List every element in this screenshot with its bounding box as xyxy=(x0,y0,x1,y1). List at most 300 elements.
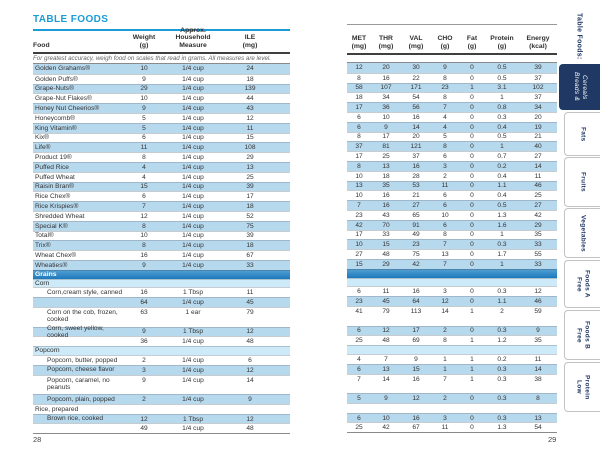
val-cell: 121 xyxy=(410,143,422,151)
met-cell: 27 xyxy=(355,251,363,259)
met-cell: 7 xyxy=(357,202,361,210)
thr-cell: 10 xyxy=(382,414,390,422)
protein-cell: 1.3 xyxy=(497,211,507,219)
val-cell: 65 xyxy=(412,211,420,219)
tab-breads-and-cereals[interactable]: Breads & Cereals xyxy=(559,64,600,110)
table-row xyxy=(33,191,290,201)
ile-cell: 39 xyxy=(246,183,254,191)
tab-low-protein[interactable]: Low Protein xyxy=(564,362,600,412)
val-cell: 17 xyxy=(412,327,420,335)
cho-cell: 11 xyxy=(441,182,449,190)
table-row xyxy=(347,220,557,230)
column-header xyxy=(125,34,163,50)
val-cell: 53 xyxy=(412,182,420,190)
column-header-unit: (g) xyxy=(440,43,450,51)
val-cell: 21 xyxy=(412,192,420,200)
table-row xyxy=(347,413,557,423)
thr-cell: 15 xyxy=(382,241,390,249)
protein-cell: 0.3 xyxy=(497,288,507,296)
tab-free-foods-b[interactable]: Free Foods B xyxy=(564,310,600,360)
right-page xyxy=(347,24,557,433)
met-cell: 23 xyxy=(355,298,363,306)
weight-cell: 8 xyxy=(142,222,146,230)
table-row xyxy=(347,239,557,249)
column-header-line: Approx. Household xyxy=(175,26,211,42)
protein-cell: 0.8 xyxy=(497,104,507,112)
food-cell: Golden Grahams® xyxy=(35,65,91,73)
weight-cell: 11 xyxy=(140,144,148,152)
food-cell: Grape-Nut Flakes® xyxy=(35,95,92,103)
energy-cell: 46 xyxy=(534,298,542,306)
energy-cell: 38 xyxy=(534,375,542,383)
protein-cell: 1.1 xyxy=(497,298,507,306)
ile-cell: 6 xyxy=(248,356,252,364)
fat-cell: 0 xyxy=(470,221,474,229)
ile-cell: 44 xyxy=(246,95,254,103)
column-header-line: Weight xyxy=(132,34,156,42)
met-cell: 17 xyxy=(355,104,363,112)
column-header-unit: (kcal) xyxy=(529,43,547,51)
ile-cell: 52 xyxy=(246,212,254,220)
ile-cell: 29 xyxy=(246,154,254,162)
met-cell: 17 xyxy=(355,153,363,161)
energy-cell: 55 xyxy=(534,251,542,259)
table-row xyxy=(347,210,557,220)
fat-cell: 0 xyxy=(470,94,474,102)
cho-cell: 7 xyxy=(443,241,447,249)
ile-cell: 18 xyxy=(246,203,254,211)
column-header-line: Food xyxy=(33,42,50,50)
cho-cell: 11 xyxy=(441,424,449,432)
cho-cell: 8 xyxy=(443,74,447,82)
weight-cell: 5 xyxy=(142,124,146,132)
table-row xyxy=(33,103,290,113)
food-cell: Corn,cream style, canned xyxy=(47,289,123,297)
table-row xyxy=(347,422,557,432)
fat-cell: 0 xyxy=(470,241,474,249)
subsection-row xyxy=(33,346,290,355)
measure-cell: 1/4 cup xyxy=(182,85,204,93)
energy-cell: 11 xyxy=(534,172,542,180)
fat-cell: 0 xyxy=(470,251,474,259)
measure-cell: 1/4 cup xyxy=(182,356,204,364)
fat-cell: 0 xyxy=(470,394,474,402)
met-cell: 6 xyxy=(357,113,361,121)
val-cell: 69 xyxy=(412,337,420,345)
table-row xyxy=(347,374,557,394)
fat-cell: 0 xyxy=(470,182,474,190)
section-row xyxy=(347,269,557,278)
energy-cell: 13 xyxy=(534,414,542,422)
cho-cell: 3 xyxy=(443,162,447,170)
cho-cell: 2 xyxy=(443,172,447,180)
protein-cell: 0.3 xyxy=(497,113,507,121)
energy-cell: 9 xyxy=(536,327,540,335)
column-header xyxy=(431,35,459,51)
table-row xyxy=(347,259,557,269)
energy-cell: 37 xyxy=(534,94,542,102)
ile-cell: 12 xyxy=(246,114,254,122)
cho-cell: 9 xyxy=(443,64,447,72)
table-row xyxy=(347,171,557,181)
cho-cell: 4 xyxy=(443,123,447,131)
thr-cell: 17 xyxy=(382,133,390,141)
table-row xyxy=(347,151,557,161)
fat-cell: 1 xyxy=(470,337,474,345)
measure-cell: 1/4 cup xyxy=(182,124,204,132)
tab-fruits[interactable]: Fruits xyxy=(564,157,600,207)
table-row xyxy=(33,375,290,395)
column-header-unit: (g) xyxy=(467,43,477,51)
cho-cell: 4 xyxy=(443,113,447,121)
cho-cell: 23 xyxy=(441,84,449,92)
fat-cell: 0 xyxy=(470,113,474,121)
measure-cell: 1 Tbsp xyxy=(182,415,204,423)
table-row xyxy=(33,231,290,241)
protein-cell: 1.7 xyxy=(497,251,507,259)
val-cell: 16 xyxy=(412,414,420,422)
column-header-line: VAL xyxy=(409,35,423,43)
fat-cell: 0 xyxy=(470,64,474,72)
ile-cell: 48 xyxy=(246,338,254,346)
table-row xyxy=(347,181,557,191)
thr-cell: 33 xyxy=(382,231,390,239)
thr-cell: 79 xyxy=(382,307,390,315)
thr-cell: 9 xyxy=(384,394,388,402)
protein-cell: 1 xyxy=(500,231,504,239)
table-row xyxy=(347,306,557,326)
met-cell: 6 xyxy=(357,123,361,131)
cho-cell: 10 xyxy=(441,211,449,219)
fat-cell: 0 xyxy=(470,192,474,200)
thr-cell: 13 xyxy=(382,365,390,373)
thr-cell: 25 xyxy=(382,153,390,161)
fat-cell: 1 xyxy=(470,84,474,92)
met-cell: 8 xyxy=(357,133,361,141)
measure-cell: 1/4 cup xyxy=(182,183,204,191)
thr-cell: 16 xyxy=(382,192,390,200)
weight-cell: 9 xyxy=(142,261,146,269)
thr-cell: 18 xyxy=(382,172,390,180)
thr-cell: 45 xyxy=(382,298,390,306)
val-cell: 23 xyxy=(412,241,420,249)
table-row xyxy=(33,64,290,74)
protein-cell: 0.7 xyxy=(497,153,507,161)
subsection-row xyxy=(33,279,290,288)
fat-cell: 0 xyxy=(470,74,474,82)
plain-row xyxy=(33,404,290,414)
fat-cell: 0 xyxy=(470,153,474,161)
table-note: For greatest accuracy, weigh food on scales that read in grams. All measures are level. xyxy=(33,55,271,62)
val-cell: 37 xyxy=(412,153,420,161)
met-cell: 41 xyxy=(355,307,363,315)
val-cell: 28 xyxy=(412,172,420,180)
tab-vegetables[interactable]: Vegetables xyxy=(564,208,600,258)
energy-cell: 21 xyxy=(534,133,542,141)
energy-cell: 102 xyxy=(532,84,544,92)
table-row xyxy=(347,326,557,336)
weight-cell: 9 xyxy=(142,328,146,336)
ile-cell: 79 xyxy=(246,308,254,316)
thr-cell: 107 xyxy=(380,84,392,92)
weight-cell: 64 xyxy=(140,299,148,307)
energy-cell: 40 xyxy=(534,143,542,151)
thr-cell: 10 xyxy=(382,113,390,121)
val-cell: 113 xyxy=(410,307,422,315)
cho-cell: 5 xyxy=(443,133,447,141)
measure-cell: 1/4 cup xyxy=(182,95,204,103)
table-row xyxy=(33,355,290,365)
thr-cell: 12 xyxy=(382,327,390,335)
table-row xyxy=(33,133,290,143)
weight-cell: 10 xyxy=(140,95,148,103)
met-cell: 42 xyxy=(355,221,363,229)
food-cell: Brown rice, cooked xyxy=(47,415,104,423)
cho-cell: 2 xyxy=(443,394,447,402)
column-header xyxy=(401,35,431,51)
column-header xyxy=(371,35,401,51)
weight-cell: 9 xyxy=(142,376,146,384)
table-row xyxy=(347,83,557,93)
measure-cell: 1/4 cup xyxy=(182,232,204,240)
ile-cell: 45 xyxy=(246,299,254,307)
thr-cell: 13 xyxy=(382,162,390,170)
cho-cell: 8 xyxy=(443,94,447,102)
column-header xyxy=(519,35,557,51)
thr-cell: 16 xyxy=(382,202,390,210)
measure-cell: 1/4 cup xyxy=(182,299,204,307)
protein-cell: 1 xyxy=(500,143,504,151)
measure-cell: 1/4 cup xyxy=(182,376,204,384)
section-label: Grains xyxy=(35,270,57,278)
thr-cell: 16 xyxy=(382,74,390,82)
fat-cell: 0 xyxy=(470,202,474,210)
met-cell: 17 xyxy=(355,231,363,239)
protein-cell: 0.3 xyxy=(497,394,507,402)
met-cell: 13 xyxy=(355,182,363,190)
table-row xyxy=(33,84,290,94)
val-cell: 91 xyxy=(412,221,420,229)
food-cell: Kix® xyxy=(35,134,50,142)
weight-cell: 29 xyxy=(140,85,148,93)
food-cell: Life® xyxy=(35,144,51,152)
table-row xyxy=(33,221,290,231)
cho-cell: 8 xyxy=(443,337,447,345)
table-row xyxy=(347,161,557,171)
met-cell: 8 xyxy=(357,162,361,170)
tab-strip xyxy=(558,0,600,461)
fat-cell: 0 xyxy=(470,327,474,335)
table-row xyxy=(347,354,557,364)
ile-cell: 24 xyxy=(246,65,254,73)
measure-cell: 1/4 cup xyxy=(182,222,204,230)
plain-row xyxy=(347,403,557,413)
table-row xyxy=(33,142,290,152)
table-row xyxy=(347,63,557,73)
table-row xyxy=(33,172,290,182)
fat-cell: 0 xyxy=(470,172,474,180)
weight-cell: 5 xyxy=(142,114,146,122)
column-header-line: THR xyxy=(379,35,393,43)
table-row xyxy=(347,122,557,132)
ile-cell: 12 xyxy=(246,415,254,423)
met-cell: 6 xyxy=(357,288,361,296)
column-header-line: Energy xyxy=(526,35,550,43)
val-cell: 16 xyxy=(412,113,420,121)
tab-fats[interactable]: Fats xyxy=(564,112,600,156)
val-cell: 67 xyxy=(412,424,420,432)
energy-cell: 35 xyxy=(534,231,542,239)
ile-cell: 11 xyxy=(246,289,254,297)
protein-cell: 0.4 xyxy=(497,172,507,180)
met-cell: 6 xyxy=(357,414,361,422)
table-row xyxy=(33,93,290,103)
val-cell: 49 xyxy=(412,231,420,239)
val-cell: 30 xyxy=(412,64,420,72)
ile-cell: 67 xyxy=(246,252,254,260)
protein-cell: 1.3 xyxy=(497,424,507,432)
measure-cell: 1 ear xyxy=(185,308,201,316)
food-cell: Golden Puffs® xyxy=(35,75,78,83)
cho-cell: 8 xyxy=(443,231,447,239)
protein-cell: 3.1 xyxy=(497,84,507,92)
fat-cell: 1 xyxy=(470,365,474,373)
fat-cell: 1 xyxy=(470,307,474,315)
met-cell: 25 xyxy=(355,337,363,345)
met-cell: 7 xyxy=(357,375,361,383)
weight-cell: 4 xyxy=(142,173,146,181)
column-header-unit: (g) xyxy=(497,43,507,51)
cho-cell: 2 xyxy=(443,327,447,335)
food-cell: Rice Krispies® xyxy=(35,202,79,210)
table-row xyxy=(347,364,557,374)
weight-cell: 6 xyxy=(142,193,146,201)
food-cell: Trix® xyxy=(35,242,51,250)
column-header-unit: (mg) xyxy=(351,43,367,51)
page-title: TABLE FOODS xyxy=(33,14,109,25)
met-cell: 12 xyxy=(355,64,363,72)
column-header-unit: (mg) xyxy=(242,42,258,50)
left-table-body xyxy=(33,63,290,434)
protein-cell: 0.2 xyxy=(497,162,507,170)
table-row xyxy=(33,74,290,84)
weight-cell: 10 xyxy=(140,65,148,73)
cho-cell: 7 xyxy=(443,104,447,112)
food-cell: Total® xyxy=(35,232,54,240)
val-cell: 12 xyxy=(412,394,420,402)
table-row xyxy=(33,113,290,123)
column-header-unit: (g) xyxy=(139,42,149,50)
weight-cell: 9 xyxy=(142,75,146,83)
measure-cell: 1/4 cup xyxy=(182,366,204,374)
ile-cell: 12 xyxy=(246,328,254,336)
weight-cell: 9 xyxy=(142,105,146,113)
energy-cell: 33 xyxy=(534,260,542,268)
weight-cell: 6 xyxy=(142,134,146,142)
thr-cell: 70 xyxy=(382,221,390,229)
cho-cell: 7 xyxy=(443,375,447,383)
cho-cell: 1 xyxy=(443,365,447,373)
met-cell: 37 xyxy=(355,143,363,151)
weight-cell: 12 xyxy=(140,415,148,423)
energy-cell: 54 xyxy=(534,424,542,432)
table-row xyxy=(33,162,290,172)
cho-cell: 12 xyxy=(441,298,449,306)
met-cell: 10 xyxy=(355,172,363,180)
energy-cell: 14 xyxy=(534,365,542,373)
cho-cell: 6 xyxy=(443,192,447,200)
thr-cell: 43 xyxy=(382,211,390,219)
val-cell: 64 xyxy=(412,298,420,306)
ile-cell: 25 xyxy=(246,173,254,181)
thr-cell: 20 xyxy=(382,64,390,72)
weight-cell: 8 xyxy=(142,242,146,250)
energy-cell: 29 xyxy=(534,221,542,229)
thr-cell: 9 xyxy=(384,123,388,131)
column-header xyxy=(223,34,277,50)
weight-cell: 16 xyxy=(140,252,148,260)
tab-free-foods-a[interactable]: Free Foods A xyxy=(564,260,600,308)
table-row xyxy=(347,286,557,296)
ile-cell: 17 xyxy=(246,193,254,201)
food-cell: Honey Nut Cheerios® xyxy=(35,104,100,112)
protein-cell: 0.4 xyxy=(497,192,507,200)
table-row xyxy=(33,260,290,270)
measure-cell: 1/4 cup xyxy=(182,114,204,122)
food-cell: Corn on the cob, frozen, cooked xyxy=(47,308,118,324)
tab-strip-title: Table Foods: xyxy=(575,12,583,60)
table-row xyxy=(33,414,290,424)
table-row xyxy=(347,335,557,345)
val-cell: 22 xyxy=(412,74,420,82)
thr-cell: 7 xyxy=(384,355,388,363)
measure-cell: 1/4 cup xyxy=(182,242,204,250)
val-cell: 54 xyxy=(412,94,420,102)
column-header-line: MET xyxy=(351,35,367,43)
ile-cell: 12 xyxy=(246,366,254,374)
cho-cell: 6 xyxy=(443,202,447,210)
food-cell: Popcorn, plain, popped xyxy=(47,395,115,403)
column-header-line: Fat xyxy=(466,35,478,43)
val-cell: 16 xyxy=(412,375,420,383)
measure-cell: 1/4 cup xyxy=(182,65,204,73)
column-header-line: CHO xyxy=(437,35,453,43)
measure-cell: 1/4 cup xyxy=(182,252,204,260)
table-row xyxy=(347,296,557,306)
met-cell: 6 xyxy=(357,327,361,335)
measure-cell: 1/4 cup xyxy=(182,154,204,162)
protein-cell: 1.6 xyxy=(497,221,507,229)
val-cell: 9 xyxy=(414,355,418,363)
val-cell: 14 xyxy=(412,123,420,131)
column-header-unit: Measure xyxy=(179,42,207,50)
table-row xyxy=(347,73,557,83)
energy-cell: 11 xyxy=(534,355,542,363)
energy-cell: 39 xyxy=(534,64,542,72)
protein-cell: 1 xyxy=(500,94,504,102)
food-cell: Popcorn, cheese flavor xyxy=(47,366,115,374)
thr-cell: 48 xyxy=(382,337,390,345)
ile-cell: 18 xyxy=(246,242,254,250)
protein-cell: 0.5 xyxy=(497,64,507,72)
column-header xyxy=(485,35,519,51)
table-row xyxy=(33,423,290,433)
cho-cell: 6 xyxy=(443,153,447,161)
column-header xyxy=(459,35,485,51)
thr-cell: 34 xyxy=(382,94,390,102)
weight-cell: 3 xyxy=(142,366,146,374)
page-number-right: 29 xyxy=(548,435,557,444)
